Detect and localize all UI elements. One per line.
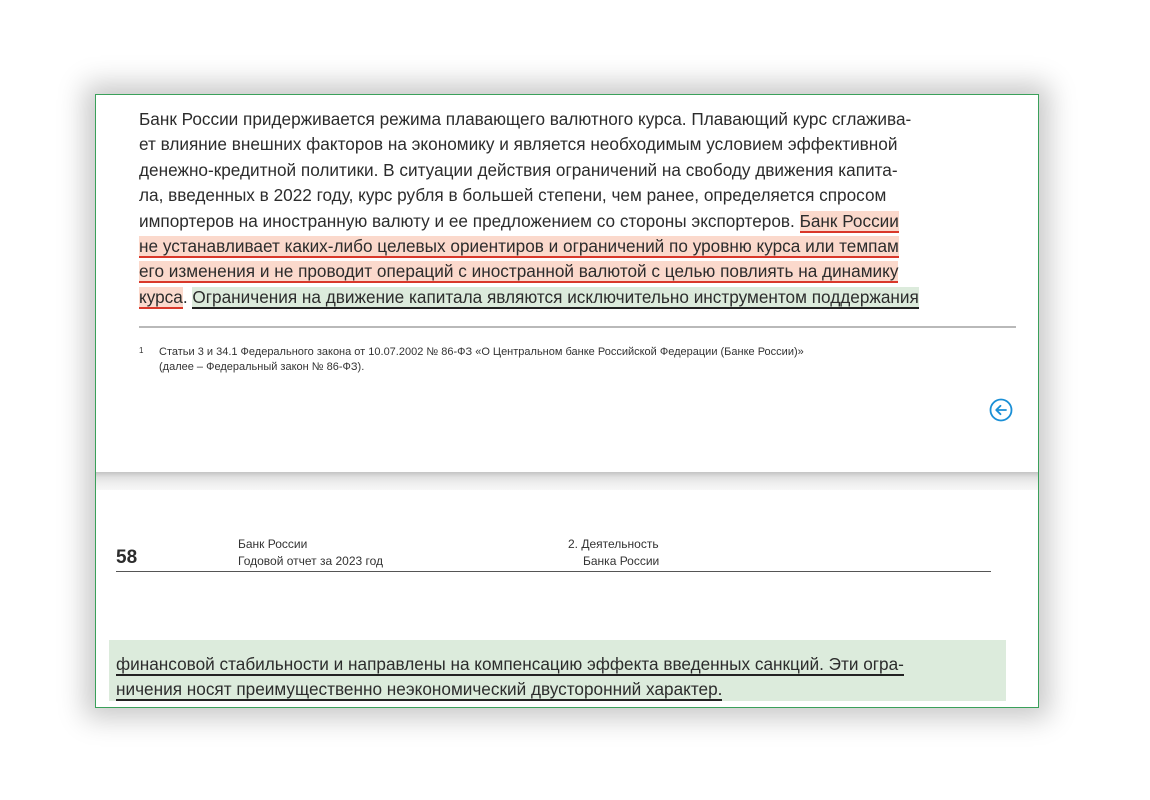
- underlined-text: финансовой стабильности и направлены на компенсацию эффекта введенных санкций. Эти огра-: [116, 654, 904, 674]
- paragraph-line: [116, 652, 996, 677]
- footnote-line: (далее – Федеральный закон № 86-ФЗ).: [159, 361, 365, 373]
- highlight-red: Банк России: [799, 210, 899, 231]
- paragraph-line: [139, 209, 1014, 234]
- paragraph-text: импортеров на иностранную валюту и ее предложением со стороны экспортеров.: [139, 210, 800, 231]
- highlight-red: его изменения и не проводит операций с иностранной валютой с целью повлиять на динамику: [139, 261, 899, 282]
- header-section-sub: Банка России: [583, 554, 660, 568]
- continuation-paragraph: [116, 652, 996, 703]
- page-break-divider: [96, 472, 1038, 490]
- footnote-mark: 1: [139, 346, 144, 355]
- footnote-line: Статьи 3 и 34.1 Федерального закона от 10.07.2002 № 86-ФЗ «О Центральном банке Российской Федерации (Банке России)»: [159, 346, 804, 358]
- header-section: 2. Деятельность: [568, 537, 659, 551]
- paragraph-line: Банк России придерживается режима плавающего валютного курса. Плавающий курс сглажива-: [139, 109, 912, 129]
- footnote: [139, 345, 979, 375]
- paragraph-line: [139, 234, 1014, 259]
- back-arrow-circle-icon[interactable]: [989, 398, 1013, 422]
- underlined-text: ничения носят преимущественно неэкономический двусторонний характер.: [116, 679, 723, 700]
- paragraph-text: .: [182, 286, 193, 307]
- paragraph-line: денежно-кредитной политики. В ситуации действия ограничений на свободу движения капита-: [139, 159, 898, 180]
- highlight-red: не устанавливает каких-либо целевых ориентиров и ограничений по уровню курса или темпам: [139, 236, 899, 257]
- footnote-separator: [139, 326, 1016, 328]
- highlight-green: Ограничения на движение капитала являются исключительно инструментом поддержания: [192, 286, 919, 307]
- paragraph-line: ла, введенных в 2022 году, курс рубля в большей степени, чем ранее, определяется спросом: [139, 185, 887, 206]
- header-report: Годовой отчет за 2023 год: [238, 554, 384, 568]
- header-org: Банк России: [238, 537, 308, 551]
- running-header-right: [568, 536, 659, 570]
- paragraph-line: [116, 677, 996, 702]
- main-paragraph: [139, 107, 1014, 310]
- header-rule: [116, 571, 991, 572]
- paragraph-line: ет влияние внешних факторов на экономику и является необходимым условием эффективной: [139, 134, 898, 155]
- paragraph-line: [139, 259, 1014, 284]
- highlight-red: курса: [139, 286, 183, 307]
- document-page-view: [95, 94, 1039, 708]
- running-header-left: [238, 536, 383, 570]
- paragraph-line: [139, 285, 1014, 310]
- page-number: 58: [116, 547, 138, 568]
